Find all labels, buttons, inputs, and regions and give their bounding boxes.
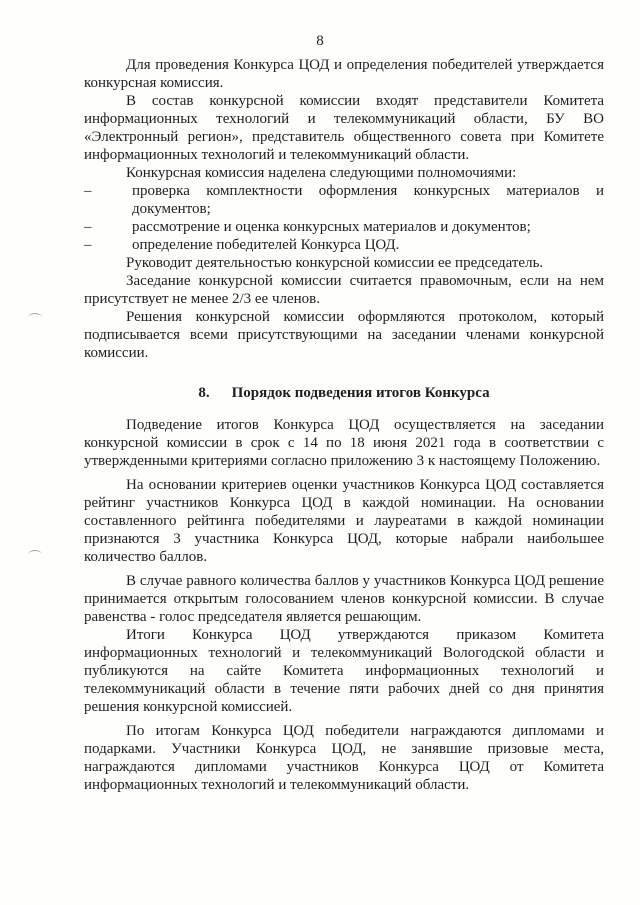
paragraph: Конкурсная комиссия наделена следующими полномочиями: — [126, 165, 517, 181]
paragraph: В состав конкурсной комиссии входят представители Комитета информационных технологий и телекоммуникаций области, БУ ВО «Электронный регион», представитель общественного совета при Комитете информационных технологий и телекоммуникаций области. — [84, 93, 604, 163]
list-item-text: определение победителей Конкурса ЦОД. — [132, 237, 400, 253]
paragraph: Подведение итогов Конкурса ЦОД осуществляется на заседании конкурсной комиссии в срок с 14 по 18 июня 2021 года в соответствии с утвержденными критериями согласно приложению 3 к настоящему Положению. — [84, 417, 604, 469]
list-item — [84, 182, 604, 218]
paragraph: Заседание конкурсной комиссии считается правомочным, если на нем присутствует не менее 2/3 ее членов. — [84, 273, 604, 307]
paragraph: По итогам Конкурса ЦОД победители награждаются дипломами и подарками. Участники Конкурса ЦОД, не занявшие призовые места, награждаются дипломами участников Конкурса ЦОД от Комитета информационных технологий и телекоммуникаций области. — [84, 723, 604, 793]
page-number: 8 — [316, 33, 324, 49]
scan-mark — [28, 313, 42, 322]
list-dash: – — [84, 219, 92, 235]
list-item — [84, 218, 604, 236]
paragraph: Решения конкурсной комиссии оформляются протоколом, который подписывается всеми присутствующими на заседании членами конкурсной комиссии. — [84, 309, 604, 361]
scan-mark — [28, 550, 42, 559]
list-item-text: проверка комплектности оформления конкурсных материалов и документов; — [132, 183, 604, 217]
paragraph: Для проведения Конкурса ЦОД и определения победителей утверждается конкурсная комиссия. — [84, 57, 604, 91]
paragraph: Руководит деятельностью конкурсной комиссии ее председатель. — [126, 255, 544, 271]
paragraph: Итоги Конкурса ЦОД утверждаются приказом Комитета информационных технологий и телекоммуникаций Вологодской области и публикуются на сайте Комитета информационных технологий и телекоммуникаций области в течение пяти рабочих дней со дня принятия решения конкурсной комиссией. — [84, 627, 604, 715]
paragraph: На основании критериев оценки участников Конкурса ЦОД составляется рейтинг участников Конкурса ЦОД в каждой номинации. На основании составленного рейтинга победителями и лауреатами в каждой номинации признаются 3 участника Конкурса ЦОД, которые набрали наибольшее количество баллов. — [84, 477, 604, 565]
section-heading — [84, 384, 604, 402]
list-dash: – — [84, 183, 92, 199]
list-dash: – — [84, 237, 92, 253]
document-body — [84, 56, 604, 794]
list-item-text: рассмотрение и оценка конкурсных материалов и документов; — [132, 219, 531, 235]
list-item — [84, 236, 604, 254]
section-number: 8. — [198, 385, 210, 401]
section-title: Порядок подведения итогов Конкурса — [231, 385, 490, 401]
paragraph: В случае равного количества баллов у участников Конкурса ЦОД решение принимается открытым голосованием членов конкурсной комиссии. В случае равенства - голос председателя является решающим. — [84, 573, 604, 625]
